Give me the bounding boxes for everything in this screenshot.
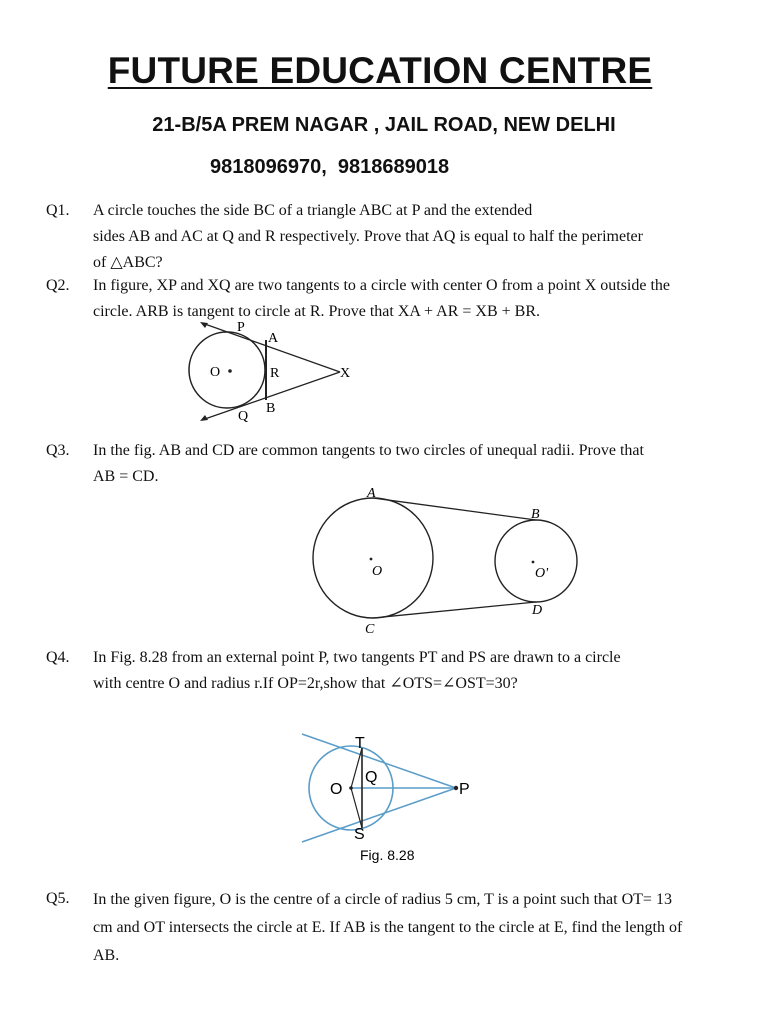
question-line: cm and OT intersects the circle at E. If AB is the tangent to the circle at E, find the length of	[93, 919, 683, 936]
center-point	[228, 369, 232, 373]
label-o: O	[372, 564, 383, 579]
label-p: P	[237, 320, 245, 335]
question-line: A circle touches the side BC of a triangle ABC at P and the extended	[93, 202, 533, 219]
label-d: D	[532, 603, 543, 618]
question-line: In figure, XP and XQ are two tangents to a circle with center O from a point X outside the	[93, 277, 671, 294]
label-a: A	[367, 486, 376, 501]
question-text	[93, 645, 733, 697]
line-os	[351, 788, 362, 828]
question-line: circle. ARB is tangent to circle at R. Prove that XA + AR = XB + BR.	[93, 303, 541, 320]
question-line: of △ABC?	[93, 254, 163, 271]
question-line: AB = CD.	[93, 468, 159, 485]
figure-caption: Fig. 8.28	[360, 847, 415, 863]
figure-q2	[180, 318, 380, 430]
label-a: A	[268, 331, 279, 346]
page-title: FUTURE EDUCATION CENTRE	[107, 50, 653, 91]
question-line: In the given figure, O is the centre of a circle of radius 5 cm, T is a point such that OT= 13	[93, 891, 672, 908]
tangent-line-ps	[302, 788, 456, 842]
label-q: Q	[365, 769, 378, 786]
figure-q4	[298, 728, 488, 868]
small-circle	[495, 520, 577, 602]
large-circle	[313, 498, 433, 618]
figure-q3	[300, 482, 590, 638]
label-o: O	[210, 365, 221, 380]
question-number: Q5.	[46, 890, 70, 907]
center-point	[532, 561, 535, 564]
label-t: T	[355, 735, 365, 752]
question-line: sides AB and AC at Q and R respectively. Prove that AQ is equal to half the perimeter	[93, 228, 643, 245]
common-tangent-ab	[373, 498, 536, 520]
label-c: C	[365, 622, 375, 637]
label-s: S	[354, 826, 365, 843]
label-x: X	[340, 366, 351, 381]
question-line: In the fig. AB and CD are common tangents to two circles of unequal radii. Prove that	[93, 442, 644, 459]
question-line: AB.	[93, 947, 120, 964]
label-q: Q	[238, 409, 249, 424]
tangent-line-pt	[302, 734, 456, 788]
common-tangent-cd	[373, 602, 536, 618]
question-line: with centre O and radius r.If OP=2r,show that ∠OTS=∠OST=30?	[93, 675, 518, 692]
center-point	[349, 786, 353, 790]
question-number: Q3.	[46, 442, 70, 459]
question-line: In Fig. 8.28 from an external point P, two tangents PT and PS are drawn to a circle	[93, 649, 621, 666]
question-number: Q2.	[46, 277, 70, 294]
question-number: Q1.	[46, 202, 70, 219]
label-r: R	[270, 366, 280, 381]
label-b: B	[531, 507, 540, 522]
address: 21-B/5A PREM NAGAR , JAIL ROAD, NEW DELHI	[152, 114, 616, 136]
question-text	[93, 886, 733, 970]
label-p: P	[459, 781, 470, 798]
label-o-prime: O'	[535, 566, 549, 581]
line-ot	[351, 748, 362, 788]
question-text	[93, 198, 733, 276]
circle	[189, 332, 265, 408]
question-number: Q4.	[46, 649, 70, 666]
center-point	[370, 558, 373, 561]
point-p	[454, 786, 458, 790]
label-b: B	[266, 401, 276, 416]
phone-numbers: 9818096970, 9818689018	[210, 156, 450, 178]
label-o: O	[330, 781, 343, 798]
